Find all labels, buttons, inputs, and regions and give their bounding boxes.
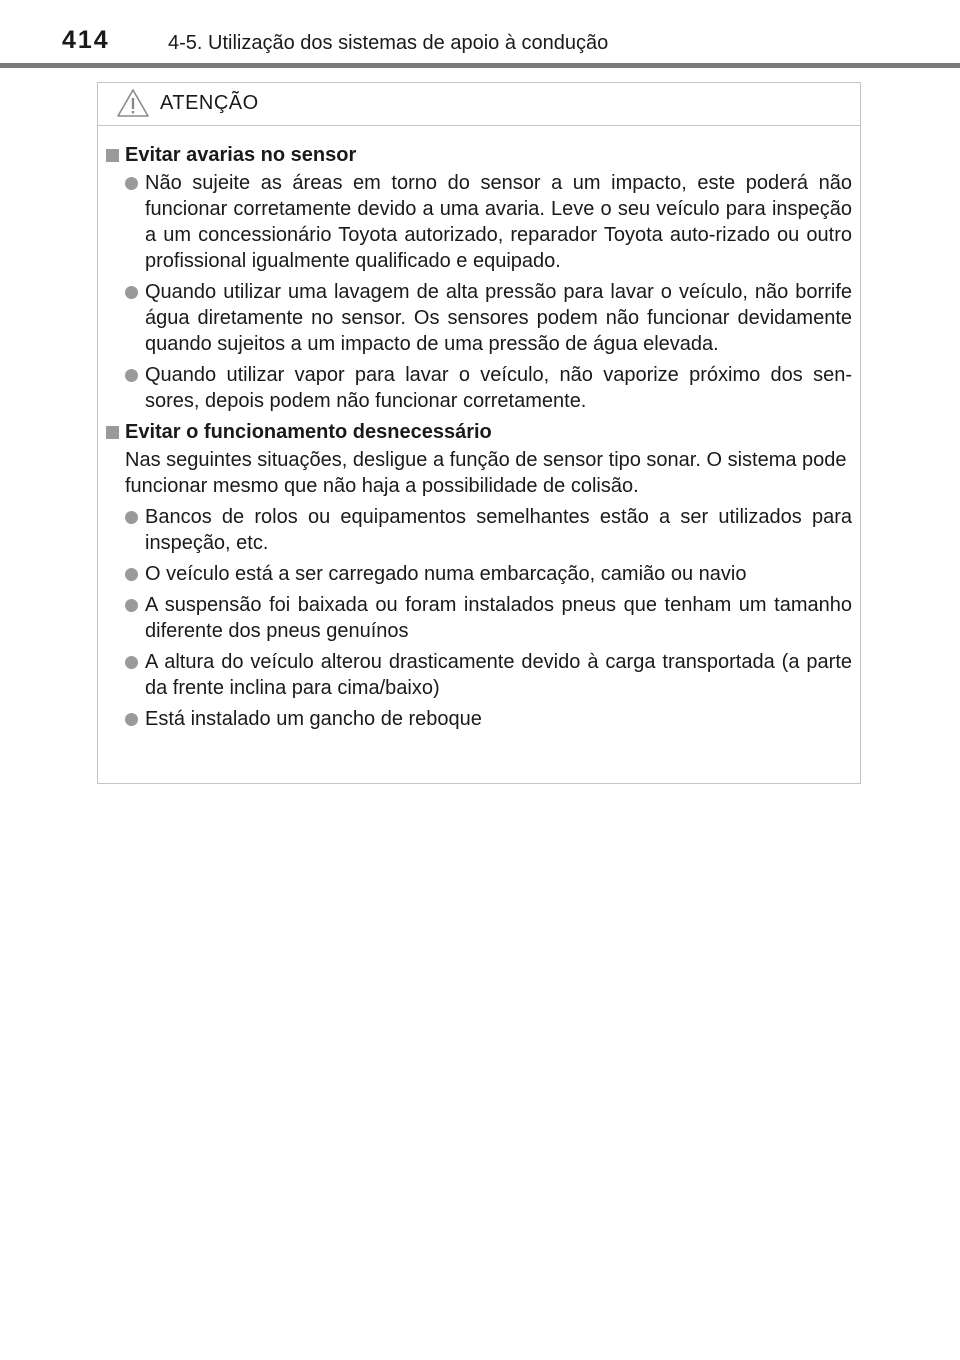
list-item — [106, 170, 852, 274]
list-item — [106, 504, 852, 556]
list-item-text: A suspensão foi baixada ou foram instalados pneus que tenham um tamanho diferente dos pneus genuínos — [145, 594, 852, 642]
circle-bullet-icon — [125, 568, 138, 581]
section-heading-text: Evitar o funcionamento desnecessário — [125, 421, 492, 443]
circle-bullet-icon — [125, 713, 138, 726]
list-item — [106, 706, 852, 732]
circle-bullet-icon — [125, 656, 138, 669]
square-bullet-icon — [106, 149, 119, 162]
section-title: 4-5. Utilização dos sistemas de apoio à condução — [168, 32, 609, 54]
list-item — [106, 561, 852, 587]
section-unnecessary-operation — [106, 419, 852, 732]
caution-title: ATENÇÃO — [160, 92, 259, 114]
list-item-text: A altura do veículo alterou drasticamente devido à carga transportada (a parte da frente inclina para cima/baixo) — [145, 651, 852, 699]
section-heading — [106, 419, 852, 445]
header-rule — [0, 63, 960, 68]
list-item-text: Bancos de rolos ou equipamentos semelhantes estão a ser utilizados para inspeção, etc. — [145, 506, 852, 554]
caution-box — [97, 82, 861, 784]
list-item — [106, 649, 852, 701]
list-item-text: Não sujeite as áreas em torno do sensor a um impacto, este poderá não funcionar corretamente devido a uma avaria. Leve o seu veículo para inspeção a um concessionário Toyota autorizado, reparador Toyota auto-rizado ou outro profissional igualmente qualificado e equipado. — [145, 172, 852, 272]
list-item-text: O veículo está a ser carregado numa embarcação, camião ou navio — [145, 563, 747, 585]
circle-bullet-icon — [125, 177, 138, 190]
page-number: 414 — [62, 26, 110, 54]
list-item — [106, 279, 852, 357]
list-item-text: Quando utilizar vapor para lavar o veículo, não vaporize próximo dos sen-sores, depois podem não funcionar corretamente. — [145, 364, 852, 412]
circle-bullet-icon — [125, 599, 138, 612]
list-item — [106, 362, 852, 414]
circle-bullet-icon — [125, 286, 138, 299]
square-bullet-icon — [106, 426, 119, 439]
list-item-text: Quando utilizar uma lavagem de alta pressão para lavar o veículo, não borrife água diretamente no sensor. Os sensores podem não funcionar devidamente quando sujeitos a um impacto de uma pressão de água elevada. — [145, 281, 852, 355]
list-item-text: Está instalado um gancho de reboque — [145, 708, 482, 730]
circle-bullet-icon — [125, 369, 138, 382]
circle-bullet-icon — [125, 511, 138, 524]
section-heading-text: Evitar avarias no sensor — [125, 144, 357, 166]
list-item — [106, 592, 852, 644]
warning-triangle-icon — [116, 88, 150, 118]
section-intro: Nas seguintes situações, desligue a função de sensor tipo sonar. O sistema pode funcionar mesmo que não haja a possibilidade de colisão. — [125, 449, 847, 497]
caution-header — [98, 83, 860, 126]
caution-body — [98, 126, 860, 732]
page-header — [0, 0, 960, 68]
section-heading — [106, 142, 852, 168]
section-sensor-damage — [106, 142, 852, 414]
